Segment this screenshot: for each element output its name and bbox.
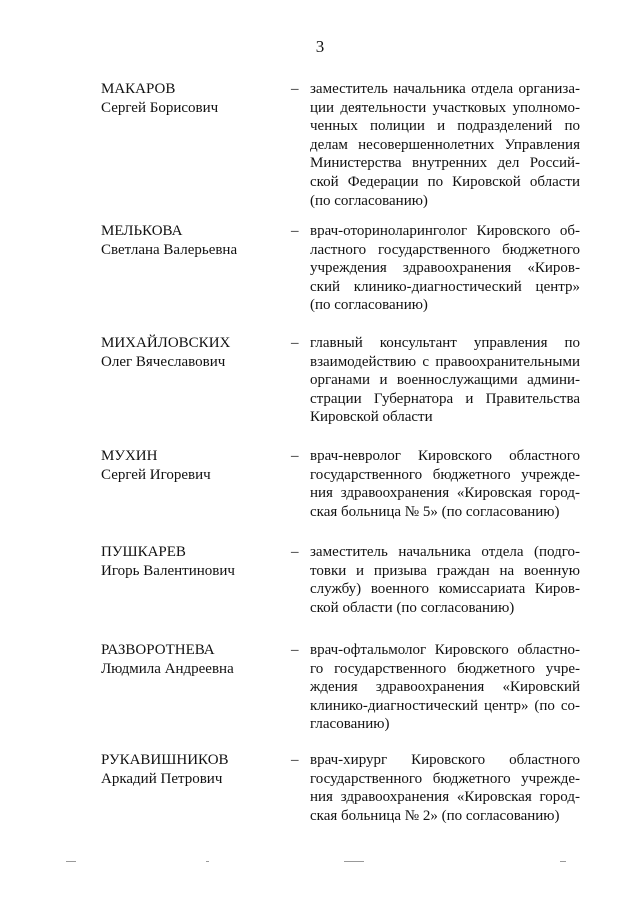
position-line: Министерства внутренних дел Россий- bbox=[310, 155, 580, 172]
scan-speck bbox=[66, 861, 76, 862]
position-line: врач-хирург Кировского областного bbox=[310, 752, 580, 768]
position-line: гласованию) bbox=[310, 716, 390, 733]
scan-speck bbox=[206, 861, 209, 862]
position-line: ской Федерации по Кировской области bbox=[310, 173, 580, 190]
member-name bbox=[101, 447, 281, 485]
dash-separator: – bbox=[291, 223, 299, 239]
position-line: заместитель начальника отдела (подго- bbox=[310, 544, 580, 560]
dash-separator: – bbox=[291, 81, 299, 97]
dash-separator: – bbox=[291, 752, 299, 768]
member-surname: МУХИН bbox=[101, 448, 158, 464]
position-line: Кировской области bbox=[310, 409, 433, 426]
position-line: учреждения здравоохранения «Киров- bbox=[310, 260, 580, 277]
position-line: клинико-диагностический центр» (по со- bbox=[310, 697, 580, 714]
member-name bbox=[101, 641, 281, 679]
scan-specks bbox=[0, 861, 640, 865]
member-given-names: Сергей Борисович bbox=[101, 100, 219, 116]
member-position bbox=[310, 222, 580, 315]
position-line: (по согласованию) bbox=[310, 192, 428, 209]
member-surname: ПУШКАРЕВ bbox=[101, 544, 186, 560]
dash-separator: – bbox=[291, 335, 299, 351]
position-line: делам несовершеннолетних Управления bbox=[310, 136, 580, 153]
position-line: ская больница № 5» (по согласованию) bbox=[310, 503, 560, 520]
position-line: ской области (по согласованию) bbox=[310, 599, 515, 616]
member-position bbox=[310, 641, 580, 734]
scan-speck bbox=[560, 861, 566, 862]
member-name bbox=[101, 751, 281, 789]
position-line: товки и призыва граждан на военную bbox=[310, 562, 580, 579]
position-line: ский клинико-диагностический центр» bbox=[310, 278, 580, 295]
member-name bbox=[101, 222, 281, 260]
member-surname: МИХАЙЛОВСКИХ bbox=[101, 335, 231, 351]
member-given-names: Олег Вячеславович bbox=[101, 354, 226, 370]
page-number: 3 bbox=[315, 37, 325, 56]
member-surname: МАКАРОВ bbox=[101, 81, 176, 97]
position-line: органами и военнослужащими админи- bbox=[310, 372, 580, 389]
member-name bbox=[101, 334, 281, 372]
position-line: ции деятельности участковых уполномо- bbox=[310, 99, 580, 116]
member-surname: МЕЛЬКОВА bbox=[101, 223, 183, 239]
member-name bbox=[101, 80, 281, 118]
member-surname: РАЗВОРОТНЕВА bbox=[101, 642, 215, 658]
member-name bbox=[101, 543, 281, 581]
dash-separator: – bbox=[291, 642, 299, 658]
position-line: ская больница № 2» (по согласованию) bbox=[310, 807, 560, 824]
position-line: врач-офтальмолог Кировского областно- bbox=[310, 642, 580, 658]
member-surname: РУКАВИШНИКОВ bbox=[101, 752, 229, 768]
position-line: заместитель начальника отдела организа- bbox=[310, 81, 580, 97]
position-line: ния здравоохранения «Кировская город- bbox=[310, 789, 580, 806]
member-position bbox=[310, 543, 580, 617]
member-given-names: Сергей Игоревич bbox=[101, 467, 211, 483]
position-line: службу) военного комиссариата Киров- bbox=[310, 581, 580, 598]
position-line: го государственного бюджетного учре- bbox=[310, 660, 580, 677]
position-line: врач-оториноларинголог Кировского об- bbox=[310, 223, 580, 239]
position-line: врач-невролог Кировского областного bbox=[310, 448, 580, 464]
position-line: государственного бюджетного учрежде- bbox=[310, 466, 580, 483]
member-position bbox=[310, 80, 580, 210]
member-given-names: Аркадий Петрович bbox=[101, 771, 223, 787]
dash-separator: – bbox=[291, 544, 299, 560]
position-line: ластного государственного бюджетного bbox=[310, 241, 580, 258]
member-position bbox=[310, 334, 580, 427]
position-line: страции Губернатора и Правительства bbox=[310, 390, 580, 407]
member-given-names: Светлана Валерьевна bbox=[101, 242, 238, 258]
position-line: главный консультант управления по bbox=[310, 335, 580, 351]
position-line: (по согласованию) bbox=[310, 297, 428, 314]
member-position bbox=[310, 447, 580, 521]
position-line: ния здравоохранения «Кировская город- bbox=[310, 485, 580, 502]
position-line: взаимодействию с правоохранительными bbox=[310, 353, 580, 370]
dash-separator: – bbox=[291, 448, 299, 464]
position-line: государственного бюджетного учрежде- bbox=[310, 770, 580, 787]
member-given-names: Людмила Андреевна bbox=[101, 661, 234, 677]
position-line: ждения здравоохранения «Кировский bbox=[310, 679, 580, 696]
scan-speck bbox=[344, 861, 364, 862]
position-line: ченных полиции и подразделений по bbox=[310, 118, 580, 135]
member-position bbox=[310, 751, 580, 825]
member-given-names: Игорь Валентинович bbox=[101, 563, 235, 579]
